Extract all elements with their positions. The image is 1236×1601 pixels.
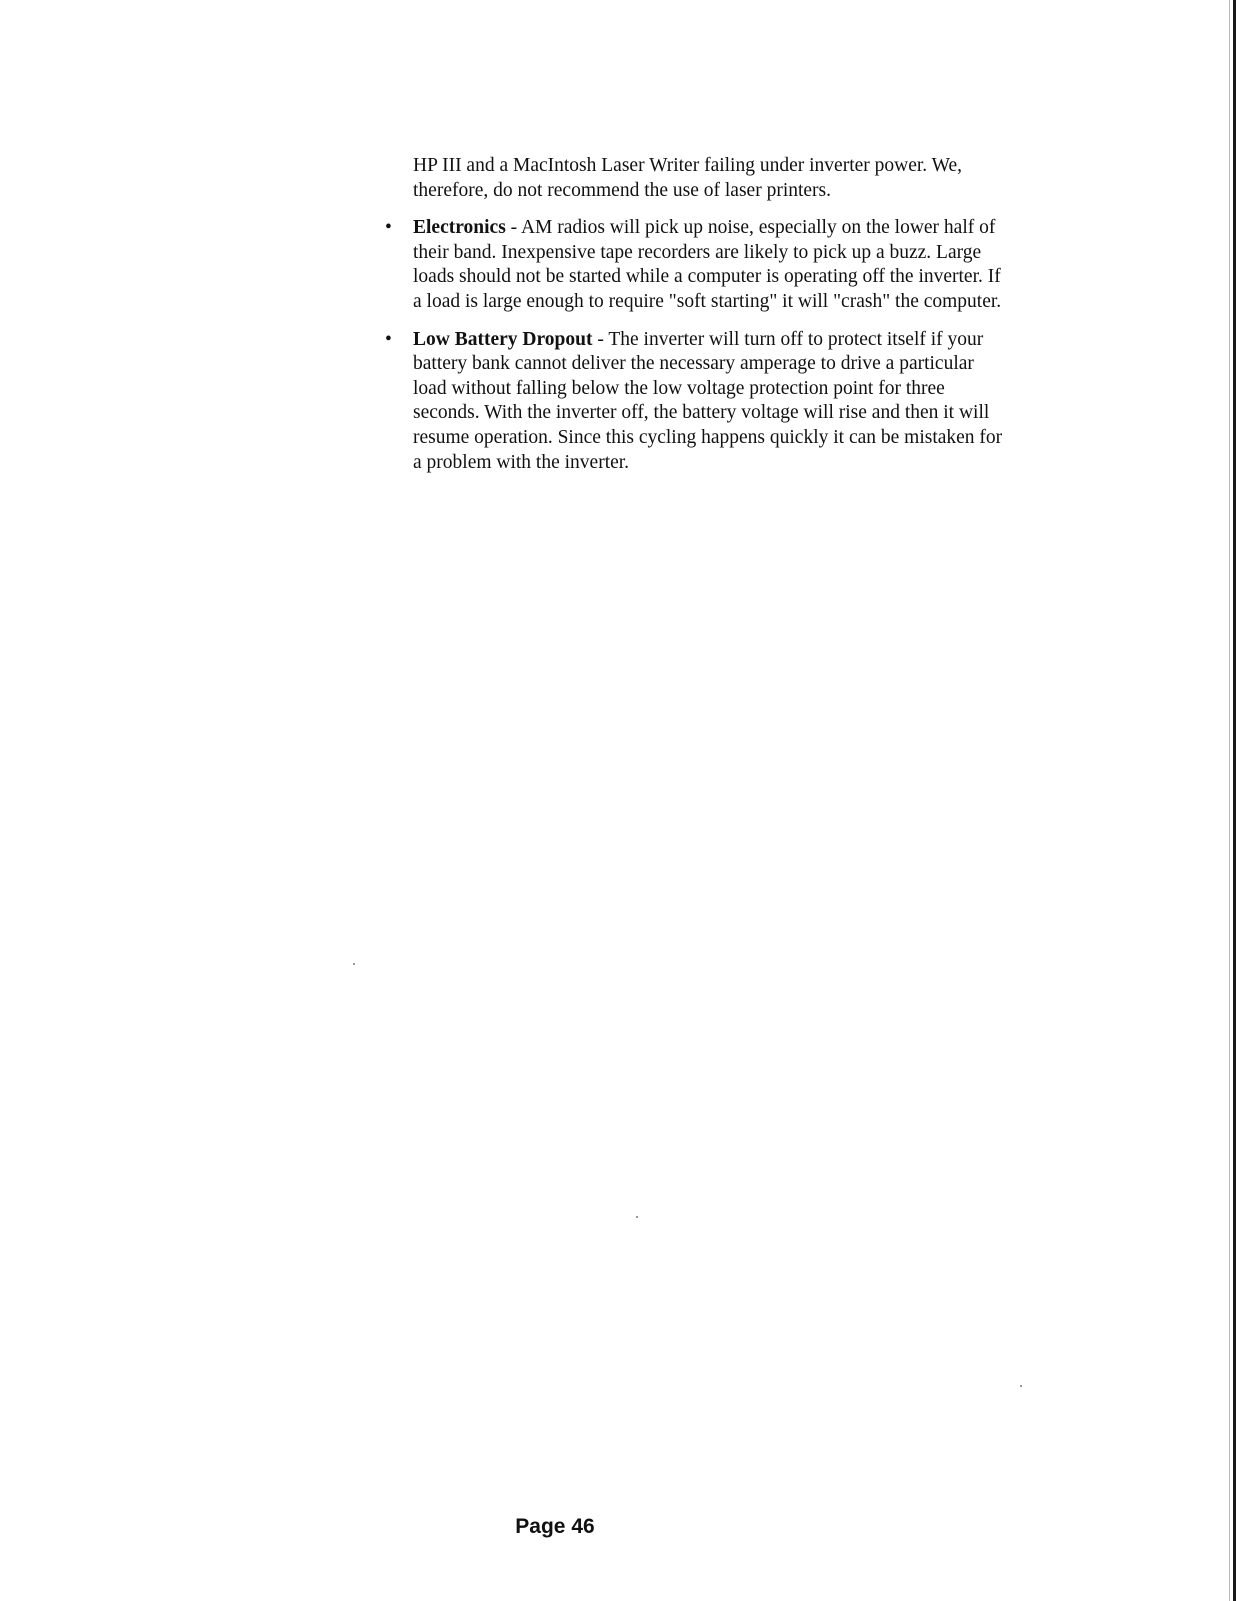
bullet-icon: • — [385, 328, 392, 350]
document-body — [385, 154, 1005, 488]
scan-speck — [1020, 1385, 1022, 1387]
bullet-item-electronics — [385, 216, 1005, 314]
bullet-item-low-battery-dropout — [385, 328, 1005, 476]
scan-speck — [636, 1216, 638, 1218]
page-number: Page 46 — [515, 1515, 595, 1538]
bullet-icon: • — [385, 217, 392, 239]
bullet-text: - The inverter will turn off to protect itself if your battery bank cannot deliver the necessary amperage to drive a particular load without falling below the low voltage protection point for three seconds. With the inverter off, the battery voltage will rise and then it will resume operation. Since this cycling happens quickly it can be mistaken for a problem with the inverter. — [413, 328, 1003, 473]
intro-paragraph: HP III and a MacIntosh Laser Writer failing under inverter power. We, therefore, do not recommend the use of laser printers. — [413, 155, 963, 201]
bullet-term: Low Battery Dropout — [413, 328, 593, 350]
bullet-text: - AM radios will pick up noise, especially on the lower half of their band. Inexpensive tape recorders are likely to pick up a buzz. Large loads should not be started while a computer is operating off the inverter. If a load is large enough to require "soft starting" it will "crash" the computer. — [413, 217, 1002, 312]
bullet-list — [385, 216, 1005, 475]
scan-edge-shadow — [1229, 0, 1230, 1601]
scan-speck — [353, 963, 355, 965]
bullet-term: Electronics — [413, 217, 506, 239]
